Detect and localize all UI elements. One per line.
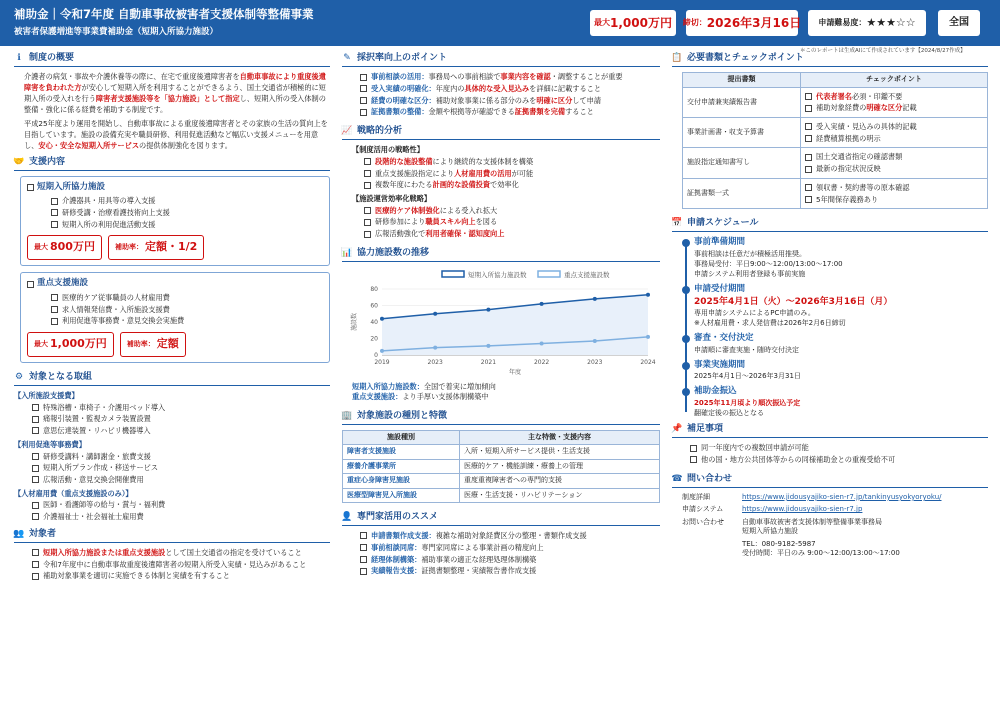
checkbox-icon <box>32 573 39 580</box>
checkbox-icon <box>805 105 812 112</box>
checkbox-icon <box>27 184 34 191</box>
contact-block: 制度詳細 https://www.jidousyajiko-sien-r7.jp/tankinyusyokyoryoku/ 申請システム https://www.jidousyajiko-sien-r7.jp お問い合わせ 自動車事故被害者支援体制等整備事業事務局 短期入所協力施設 TEL：080-9182-5987 受付時間：平日のみ 9:00～12:00/13:00～17:00 <box>682 492 942 558</box>
support-card-priority: 重点支援施設 医療的ケア従事職員の人材雇用費 求人情報発信費・入所施設支援費 利用促進等事務費・意見交換会実施費 最大 1,000万円 補助率： 定額 <box>20 272 330 362</box>
people-icon: 👥 <box>13 528 25 539</box>
schedule-heading: 📅 申請スケジュール <box>672 217 988 232</box>
schedule-timeline <box>682 237 988 418</box>
types-heading: 🏢 対象施設の種別と特徴 <box>342 410 660 425</box>
checkbox-icon <box>364 231 371 238</box>
x-tick-label: 2019 <box>374 359 390 367</box>
x-tick-label: 2023 <box>587 359 603 367</box>
schedule-item: 事前準備期間 事前相談は任意だが積極活用推奨。 事務局受付：平日9:00～12:00/13:00～17:00 申請システム利用者登録も事前実施 <box>694 237 988 279</box>
data-point <box>486 308 490 312</box>
checkbox-icon <box>32 465 39 472</box>
strategy-group-title: 【制度活用の戦略性】 <box>352 145 424 155</box>
clipboard-icon: 📋 <box>671 53 683 63</box>
checkbox-icon <box>360 556 367 563</box>
y-tick-label: 60 <box>370 302 378 310</box>
checkbox-icon <box>805 93 812 100</box>
checkbox-icon <box>364 207 371 214</box>
table-row: 交付申請兼実績報告書 代表者署名必須・印鑑不要 補助対象経費の明確な区分記載 <box>683 87 988 117</box>
checkbox-icon <box>32 476 39 483</box>
x-tick-label: 2021 <box>480 359 497 367</box>
checkbox-icon <box>32 549 39 556</box>
y-axis-label: 施設数 <box>351 313 358 332</box>
target-group-title: 【人材雇用費（重点支援施設のみ）】 <box>14 488 133 498</box>
max-amount-box: 最大 1,000万円 <box>27 332 114 357</box>
docs-table: 提出書類 チェックポイント 交付申請兼実績報告書 代表者署名必須・印鑑不要 補助対象経費の明確な区分記載 事業計画書・収支予算書 受入実績・見込みの具体的記載 経費積算根拠の明示 施設指定通知書写し 国土交通省指定の確認書類 最新の指定状況反映 証拠書類一式 領収書・契約書等の原本確認 5年間保存義務あり <box>682 72 988 209</box>
y-tick-label: 80 <box>370 286 378 294</box>
support-heading: 🤝 支援内容 <box>14 156 330 171</box>
data-point <box>433 312 437 316</box>
data-point <box>646 293 650 297</box>
data-point <box>540 302 544 306</box>
max-amount-box: 最大 800万円 <box>27 235 102 260</box>
x-axis-label: 年度 <box>508 369 522 377</box>
facility-trend-chart <box>342 267 660 379</box>
facility-types-table: 施設種別 主な特徴・支援内容 障害者支援施設 入所・短期入所サービス提供・生活支援 療養介護事業所 医療的ケア・機能訓練・療養上の管理 重症心身障害児施設 重度重複障害者への専門的支援 医療型障害児入所施設 医療・生活支援・リハビリテーション <box>342 430 660 503</box>
schedule-item: 審査・交付決定 申請順に審査実施・随時交付決定 <box>694 333 988 355</box>
data-point <box>593 297 597 301</box>
bar-chart-icon: 📊 <box>341 247 353 258</box>
person-icon: 👤 <box>341 511 353 522</box>
building-icon: 🏢 <box>341 410 353 421</box>
schedule-item: 事業実施期間 2025年4月1日～2026年3月31日 <box>694 360 988 382</box>
chart-notes: 短期入所協力施設数：全国で着実に増加傾向 重点支援施設：より手厚い支援体制構築中 <box>352 382 496 401</box>
table-row: 事業計画書・収支予算書 受入実績・見込みの具体的記載 経費積算根拠の明示 <box>683 118 988 148</box>
target-group-title: 【入所施設支援費】 <box>14 390 79 400</box>
table-row: 医療型障害児入所施設 医療・生活支援・リハビリテーション <box>343 488 660 502</box>
data-point <box>540 341 544 345</box>
info-icon: ℹ <box>17 53 21 63</box>
phone-icon: ☎ <box>671 473 683 484</box>
page-title: 補助金｜令和7年度 自動車事故被害者支援体制等整備事業 <box>14 7 314 21</box>
table-row: 療養介護事業所 医療的ケア・機能訓練・療養上の管理 <box>343 459 660 473</box>
column-middle: ✎ 採択率向上のポイント 事前相談の活用：事務局への事前相談で事業内容を確認・調整することが重要 受入実績の明確化：年度内の具体的な受入見込みを詳細に記載すること 経費の明確な区分：補助対象事業に係る部分のみを明確に区分して申請 証拠書類の整備：金額や根拠等が確認できる証拠書類を完備すること 📈 戦略的分析 【制度活用の戦略性】 段階的な施設整備により継続的な支援体制を構築 重点支援施設指定により人材雇用費の活用が可能 複数年度にわたる計画的な設備投資で効率化 【施設運営効率化戦略】 医療的ケア体制強化による受入れ拡大 研修参加により職員スキル向上を図る 広報活動強化で利用者確保・認知度向上 📊 協力施設数の推移 短期入所協力施設数 重点支援施設数 0 20 40 60 80 2019 2023 2021 2022 2023 2024 年度 施設数 短期入所協力施設数：全国で着実に増加傾向 重点支援施設：より手厚い支援体制構築中 🏢 対象施設の種別と特徴 施設種別 主な特徴・支援内容 障害者支援施設 入所・短期入所サービス提供・生活支援 療養介護事業所 医療的ケア・機能訓練・療養上の管理 重症心身障害児施設 重度重複障害者への専門的支援 医療型障害児入所施設 医療・生活支援・リハビリテーション 👤 専門家活用のススメ 申請書類作成支援：複雑な補助対象経費区分の整理・書類作成支援 事前相談同席：専門家同席による事業計画の精度向上 経理体制構築：補助事業の適正な経理処理体制構築 実績報告支援：証拠書類整理・実績報告書作成支援 <box>342 52 660 578</box>
column-right: 📋 必要書類とチェックポイント 提出書類 チェックポイント 交付申請兼実績報告書 代表者署名必須・印鑑不要 補助対象経費の明確な区分記載 事業計画書・収支予算書 受入実績・見込みの具体的記載 経費積算根拠の明示 施設指定通知書写し 国土交通省指定の確認書類 最新の指定状況反映 証拠書類一式 領収書・契約書等の原本確認 5年間保存義務あり 📅 申請スケジュール 事前準備期間 事前相談は任意だが積極活用推奨。 事務局受付：平日9:00～12:00/13:00～17:00 申請システム利用者登録も事前実施 申請受付期間 2025年4月1日（火）～2026年3月16日（月） 専用申請システムによるPC申請のみ。 ※人材雇用費・求人発信費は2026年2月6日締切 審査・交付決定 申請順に審査実施・随時交付決定 事業実施期間 2025年4月1日～2026年3月31日 補助金振込 2025年11月頃より順次振込予定 翻確定後の振込となる 📌 補足事項 同一年度内での複数回申請が可能 他の国・地方公共団体等からの同様補助金との重複受給不可 ☎ 問い合わせ 制度詳細 https://www.jidousyajiko-sien-r7.jp/tankinyusyokyoryoku/ 申請システム https://www.jidousyajiko-sien-r7.jp お問い合わせ 自動車事故被害者支援体制等整備事業事務局 短期入所協力施設 TEL：080-9182-5987 受付時間：平日のみ 9:00～12:00/13:00～17:00 <box>672 52 988 562</box>
x-tick-label: 2023 <box>427 359 443 367</box>
checkbox-icon <box>51 221 58 228</box>
calendar-icon: 📅 <box>671 218 683 229</box>
checkbox-icon <box>32 453 39 460</box>
contact-heading: ☎ 問い合わせ <box>672 473 988 488</box>
points-heading: ✎ 採択率向上のポイント <box>342 52 660 67</box>
overview-heading: ℹ 制度の概要 <box>14 52 330 67</box>
rate-box: 補助率： 定額 <box>120 332 186 357</box>
checkbox-icon <box>364 158 371 165</box>
gear-icon: ⚙ <box>14 371 24 382</box>
checkbox-icon <box>805 123 812 130</box>
overview-text-2: 平成25年度より運用を開始し、自動車事故による重度後遺障害者とその家族の生活の質向上を目指しています。施設の設備充実や職員研修、利用促進活動など幅広い支援メニューを用意し、安心・安全な短期入所サービスの提供体制強化を図ります。 <box>24 119 328 150</box>
checkbox-icon <box>32 427 39 434</box>
system-link[interactable]: https://www.jidousyajiko-sien-r7.jp <box>742 505 863 514</box>
checkbox-icon <box>360 85 367 92</box>
checkbox-icon <box>805 135 812 142</box>
y-tick-label: 20 <box>370 335 378 343</box>
checkbox-icon <box>690 456 697 463</box>
page-header <box>0 0 1000 46</box>
data-point <box>380 349 384 353</box>
checkbox-icon <box>51 306 58 313</box>
scope-badge: 全国 <box>938 10 980 36</box>
checkbox-icon <box>32 416 39 423</box>
checkbox-icon <box>51 294 58 301</box>
notes-heading: 📌 補足事項 <box>672 423 988 438</box>
points-list: 事前相談の活用：事務局への事前相談で事業内容を確認・調整することが重要 受入実績の明確化：年度内の具体的な受入見込みを詳細に記載すること 経費の明確な区分：補助対象事業に係る部分のみを明確に区分して申請 証拠書類の整備：金額や根拠等が確認できる証拠書類を完備すること <box>342 72 660 117</box>
schedule-item: 申請受付期間 2025年4月1日（火）～2026年3月16日（月） 専用申請システムによるPC申請のみ。 ※人材雇用費・求人発信費は2026年2月6日締切 <box>694 284 988 328</box>
checkbox-icon <box>51 209 58 216</box>
data-point <box>646 335 650 339</box>
checkbox-icon <box>32 561 39 568</box>
checkbox-icon <box>32 502 39 509</box>
x-tick-label: 2024 <box>640 359 656 367</box>
table-row: 重症心身障害児施設 重度重複障害者への専門的支援 <box>343 474 660 488</box>
deadline-badge: 締切： 2026年3月16日 <box>686 10 798 36</box>
y-tick-label: 0 <box>374 352 378 360</box>
page-subtitle: 被害者保護増進等事業費補助金（短期入所協力施設） <box>14 27 219 37</box>
table-row: 施設指定通知書写し 国土交通省指定の確認書類 最新の指定状況反映 <box>683 148 988 178</box>
checkbox-icon <box>364 219 371 226</box>
chart-heading: 📊 協力施設数の推移 <box>342 247 660 262</box>
difficulty-stars: ★★★☆☆ <box>866 15 916 29</box>
checkbox-icon <box>805 166 812 173</box>
checkbox-icon <box>360 544 367 551</box>
overview-text: 介護者の病気・事故や介護休養等の際に、在宅で重度後遺障害者を自動車事故により重度後遺障害を負われた方が安心して短期入所を利用することができるよう、国土交通省が積極的に短期入所の受入れを行う障害者支援施設等を「協力施設」として指定し、短期入所の受入体制の整備・強化に係る経費を補助する制度です。 <box>24 72 326 114</box>
docs-heading: 📋 必要書類とチェックポイント <box>672 52 988 67</box>
checkbox-icon <box>360 532 367 539</box>
checkbox-icon <box>364 170 371 177</box>
checkbox-icon <box>51 198 58 205</box>
support-card-short-term: 短期入所協力施設 介護器具・用具等の導入支援 研修受講・治療看護技術向上支援 短期入所の利用促進活動支援 最大 800万円 補助率： 定額・1/2 <box>20 176 330 266</box>
checkbox-icon <box>805 184 812 191</box>
series-area <box>382 295 648 355</box>
table-row: 障害者支援施設 入所・短期入所サービス提供・生活支援 <box>343 445 660 459</box>
strategy-heading: 📈 戦略的分析 <box>342 125 660 140</box>
checkbox-icon <box>360 74 367 81</box>
checkbox-icon <box>805 154 812 161</box>
ai-note: ＊このレポートは生成AIにて作成されています【2024/8/27作成】 <box>800 48 966 54</box>
difficulty-badge: 申請難易度： ★★★☆☆ <box>808 10 926 36</box>
checkbox-icon <box>690 445 697 452</box>
checkbox-icon <box>805 196 812 203</box>
legend-label: 短期入所協力施設数 <box>468 271 527 280</box>
detail-link[interactable]: https://www.jidousyajiko-sien-r7.jp/tankinyusyokyoryoku/ <box>742 492 942 501</box>
checkbox-icon <box>360 97 367 104</box>
data-point <box>433 346 437 350</box>
checkbox-icon <box>364 182 371 189</box>
expert-heading: 👤 専門家活用のススメ <box>342 511 660 526</box>
y-tick-label: 40 <box>370 319 378 327</box>
checkbox-icon <box>51 318 58 325</box>
legend-swatch <box>442 271 464 277</box>
pin-icon: 📌 <box>671 424 683 435</box>
data-point <box>593 339 597 343</box>
target-group-title: 【利用促進等事務費】 <box>14 439 86 449</box>
chart-line-icon: 📈 <box>341 126 353 137</box>
checkbox-icon <box>27 281 34 288</box>
legend-swatch <box>538 271 560 277</box>
schedule-item: 補助金振込 2025年11月頃より順次振込予定 翻確定後の振込となる <box>694 386 988 418</box>
table-row: 証拠書類一式 領収書・契約書等の原本確認 5年間保存義務あり <box>683 178 988 208</box>
column-left: ℹ 制度の概要 介護者の病気・事故や介護休養等の際に、在宅で重度後遺障害者を自動車事故により重度後遺障害を負われた方が安心して短期入所を利用することができるよう、国土交通省が積極的に短期入所の受入れを行う障害者支援施設等を「協力施設」として指定し、短期入所の受入体制の整備・強化に係る経費を補助する制度です。 平成25年度より運用を開始し、自動車事故による重度後遺障害者とその家族の生活の質向上を目指しています。施設の設備充実や職員研修、利用促進活動など幅広い支援メニューを用意し、安心・安全な短期入所サービスの提供体制強化を図ります。 🤝 支援内容 短期入所協力施設 介護器具・用具等の導入支援 研修受講・治療看護技術向上支援 短期入所の利用促進活動支援 最大 800万円 補助率： 定額・1/2 重点支援施設 医療的ケア従事職員の人材雇用費 求人情報発信費・入所施設支援費 利用促進等事務費・意見交換会実施費 最大 1,000万円 補助率： 定額 ⚙ 対象となる取組 【入所施設支援費】 特殊浴槽・車椅子・介護用ベッド導入 痛報引装置・監視カメラ装置設置 意思伝達装置・リハビリ機器導入 【利用促進等事務費】 研修受講料・講師謝金・旅費支援 短期入所プラン作成・移送サービス 広報活動・意見交換会開催費用 【人材雇用費（重点支援施設のみ）】 医師・看護師等の給与・賞与・福利費 介護福祉士・社会福祉士雇用費 👥 対象者 短期入所協力施設または重点支援施設として国土交通省の指定を受けていること 令和7年度中に自動車事故重度後遺障害者の短期入所受入実績・見込みがあること 補助対象事業を適切に実施できる体制と実績を有すること <box>14 52 330 583</box>
checkbox-icon <box>32 513 39 520</box>
legend-label: 重点支援施設数 <box>564 271 610 280</box>
strategy-group-title: 【施設運営効率化戦略】 <box>352 194 432 204</box>
checkbox-icon <box>360 568 367 575</box>
targets-heading: ⚙ 対象となる取組 <box>14 371 330 386</box>
pen-icon: ✎ <box>343 53 351 63</box>
data-point <box>380 317 384 321</box>
data-point <box>486 344 490 348</box>
checkbox-icon <box>360 109 367 116</box>
handshake-icon: 🤝 <box>13 156 25 167</box>
rate-box: 補助率： 定額・1/2 <box>108 235 204 260</box>
eligible-heading: 👥 対象者 <box>14 528 330 543</box>
max-amount-badge: 最大 1,000万円 <box>590 10 676 36</box>
x-tick-label: 2022 <box>533 359 550 367</box>
checkbox-icon <box>32 404 39 411</box>
